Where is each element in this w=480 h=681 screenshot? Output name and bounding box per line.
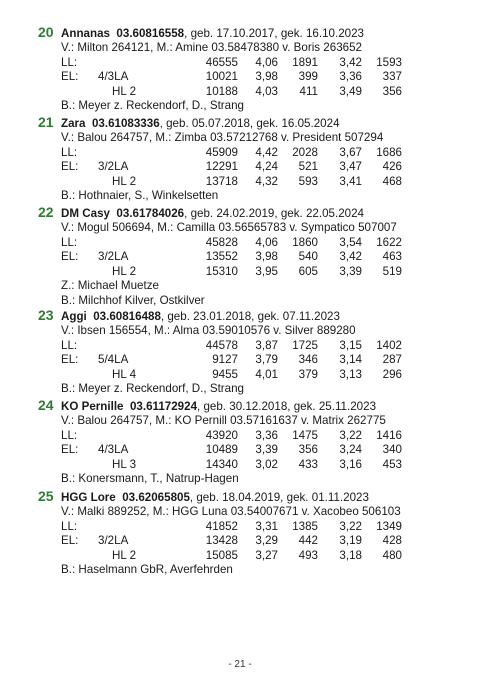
entry-number: 24 bbox=[38, 397, 54, 413]
fat-pct: 4,32 bbox=[255, 174, 278, 188]
entry-20 bbox=[40, 26, 460, 114]
fat-pct: 4,24 bbox=[255, 160, 278, 174]
milk-kg: 41852 bbox=[205, 519, 238, 533]
row-label: EL: bbox=[61, 250, 79, 264]
milk-kg: 13428 bbox=[205, 534, 238, 548]
row-sublabel: HL 4 bbox=[112, 367, 137, 381]
milk-kg: 9127 bbox=[212, 353, 238, 367]
row-label: LL: bbox=[61, 519, 78, 533]
fat-kg: 1891 bbox=[292, 55, 318, 69]
fat-pct: 3,95 bbox=[255, 264, 278, 278]
breeder-line: B.: Meyer z. Reckendorf, D., Strang bbox=[61, 99, 244, 113]
fat-pct: 3,79 bbox=[255, 353, 278, 367]
breeder-line: B.: Konersmann, T., Natrup-Hagen bbox=[61, 472, 239, 486]
fat-pct: 3,39 bbox=[255, 443, 278, 457]
protein-pct: 3,41 bbox=[339, 174, 362, 188]
animal-name: Annanas bbox=[61, 27, 110, 40]
entry-header bbox=[40, 206, 460, 221]
protein-kg: 340 bbox=[382, 443, 402, 457]
milk-kg: 10021 bbox=[205, 70, 238, 84]
hl-row bbox=[40, 85, 460, 100]
entry-title bbox=[61, 490, 369, 505]
fat-pct: 3,31 bbox=[255, 519, 278, 533]
protein-pct: 3,18 bbox=[339, 548, 362, 562]
fat-kg: 493 bbox=[298, 548, 318, 562]
entry-number: 21 bbox=[38, 114, 54, 130]
fat-kg: 411 bbox=[299, 84, 318, 98]
fat-kg: 346 bbox=[298, 353, 318, 367]
animal-dates: , geb. 18.04.2019, gek. 01.11.2023 bbox=[189, 491, 369, 504]
animal-id: 03.62065805 bbox=[122, 491, 190, 504]
el-row bbox=[40, 534, 460, 549]
protein-kg: 1416 bbox=[376, 428, 402, 442]
el-row bbox=[40, 443, 460, 458]
fat-kg: 433 bbox=[298, 457, 318, 471]
row-label: EL: bbox=[61, 353, 79, 367]
protein-pct: 3,42 bbox=[339, 55, 362, 69]
protein-kg: 428 bbox=[382, 534, 402, 548]
row-sublabel: HL 3 bbox=[112, 457, 137, 471]
protein-pct: 3,22 bbox=[339, 428, 362, 442]
fat-pct: 3,27 bbox=[255, 548, 278, 562]
entry-21 bbox=[40, 116, 460, 204]
entry-header bbox=[40, 26, 460, 41]
ll-row bbox=[40, 236, 460, 251]
fat-kg: 399 bbox=[298, 70, 318, 84]
entry-22 bbox=[40, 206, 460, 309]
protein-pct: 3,49 bbox=[339, 84, 362, 98]
parents-line: V.: Milton 264121, M.: Amine 03.58478380 v. Boris 263652 bbox=[61, 41, 362, 54]
protein-kg: 519 bbox=[382, 264, 402, 278]
milk-kg: 12291 bbox=[205, 160, 238, 174]
row-label: EL: bbox=[61, 534, 79, 548]
fat-pct: 4,01 bbox=[255, 367, 278, 381]
protein-kg: 287 bbox=[382, 353, 402, 367]
animal-dates: , geb. 17.10.2017, gek. 16.10.2023 bbox=[184, 27, 364, 40]
milk-kg: 10489 bbox=[205, 443, 238, 457]
row-label: EL: bbox=[61, 443, 79, 457]
fat-kg: 442 bbox=[298, 534, 318, 548]
breeder-line: B.: Milchhof Kilver, Ostkilver bbox=[61, 293, 205, 307]
protein-pct: 3,42 bbox=[339, 250, 362, 264]
protein-pct: 3,13 bbox=[339, 367, 362, 381]
fat-kg: 593 bbox=[298, 174, 318, 188]
row-label: EL: bbox=[61, 70, 79, 84]
page-number: - 21 - bbox=[228, 659, 252, 670]
entry-title bbox=[61, 116, 340, 131]
milk-kg: 14340 bbox=[205, 457, 238, 471]
fat-kg: 1475 bbox=[292, 428, 318, 442]
hl-row bbox=[40, 549, 460, 564]
animal-dates: , geb. 23.01.2018, gek. 07.11.2023 bbox=[160, 310, 340, 323]
fat-kg: 2028 bbox=[292, 145, 318, 159]
milk-kg: 15310 bbox=[205, 264, 238, 278]
protein-pct: 3,24 bbox=[339, 443, 362, 457]
fat-kg: 540 bbox=[298, 250, 318, 264]
parents-line: V.: Balou 264757, M.: KO Pernill 03.57161637 v. Matrix 262775 bbox=[61, 414, 386, 427]
fat-pct: 4,06 bbox=[255, 235, 278, 249]
entry-title bbox=[61, 26, 364, 41]
milk-kg: 45909 bbox=[205, 145, 238, 159]
animal-name: Aggi bbox=[61, 310, 87, 323]
ll-row bbox=[40, 520, 460, 535]
animal-name: KO Pernille bbox=[61, 400, 124, 413]
protein-pct: 3,14 bbox=[339, 353, 362, 367]
breeder-line: B.: Hothnaier, S., Winkelsetten bbox=[61, 189, 219, 203]
ll-row bbox=[40, 339, 460, 354]
entry-number: 25 bbox=[38, 488, 54, 504]
milk-kg: 13718 bbox=[205, 174, 238, 188]
fat-pct: 3,98 bbox=[255, 250, 278, 264]
animal-id: 03.61784026 bbox=[116, 207, 185, 220]
fat-kg: 1860 bbox=[292, 235, 318, 249]
fat-kg: 379 bbox=[298, 367, 318, 381]
row-sublabel: 3/2LA bbox=[98, 534, 129, 548]
row-sublabel: HL 2 bbox=[112, 84, 137, 98]
fat-pct: 3,98 bbox=[255, 70, 278, 84]
protein-kg: 1686 bbox=[376, 145, 402, 159]
fat-kg: 1725 bbox=[292, 338, 318, 352]
entry-number: 23 bbox=[38, 307, 54, 323]
entry-header bbox=[40, 309, 460, 324]
protein-pct: 3,47 bbox=[339, 160, 362, 174]
milk-kg: 10188 bbox=[205, 84, 238, 98]
entry-title bbox=[61, 206, 364, 221]
parents-line: V.: Mogul 506694, M.: Camilla 03.56565783 v. Sympatico 507007 bbox=[61, 221, 397, 234]
protein-kg: 468 bbox=[382, 174, 402, 188]
protein-kg: 1402 bbox=[376, 338, 402, 352]
breeder-line: B.: Haselmann GbR, Averfehrden bbox=[61, 563, 233, 577]
entry-title bbox=[61, 399, 376, 414]
animal-id: 03.61083336 bbox=[91, 117, 160, 130]
row-label: LL: bbox=[61, 428, 78, 442]
parents-line: V.: Ibsen 156554, M.: Alma 03.59010576 v. Silver 889280 bbox=[61, 324, 356, 337]
row-label: LL: bbox=[61, 338, 78, 352]
entry-23 bbox=[40, 309, 460, 397]
row-label: LL: bbox=[61, 235, 78, 249]
owner-line: Z.: Michael Muetze bbox=[61, 279, 159, 293]
fat-kg: 605 bbox=[298, 264, 318, 278]
el-row bbox=[40, 70, 460, 85]
breeder-line: B.: Meyer z. Reckendorf, D., Strang bbox=[61, 382, 244, 396]
ll-row bbox=[40, 146, 460, 161]
milk-kg: 9455 bbox=[212, 367, 238, 381]
animal-dates: , geb. 05.07.2018, gek. 16.05.2024 bbox=[159, 117, 340, 130]
animal-dates: , geb. 24.02.2019, gek. 22.05.2024 bbox=[184, 207, 364, 220]
fat-pct: 3,36 bbox=[255, 428, 278, 442]
milk-kg: 43920 bbox=[205, 428, 238, 442]
row-sublabel: 3/2LA bbox=[98, 250, 129, 264]
fat-kg: 521 bbox=[298, 160, 318, 174]
row-sublabel: 4/3LA bbox=[98, 70, 129, 84]
protein-pct: 3,54 bbox=[339, 235, 362, 249]
ll-row bbox=[40, 429, 460, 444]
protein-kg: 480 bbox=[382, 548, 402, 562]
milk-kg: 46555 bbox=[205, 55, 238, 69]
row-sublabel: 4/3LA bbox=[98, 443, 129, 457]
hl-row bbox=[40, 458, 460, 473]
hl-row bbox=[40, 368, 460, 383]
fat-pct: 4,06 bbox=[255, 55, 278, 69]
milk-kg: 13552 bbox=[205, 250, 238, 264]
protein-pct: 3,15 bbox=[339, 338, 362, 352]
milk-kg: 44578 bbox=[205, 338, 238, 352]
animal-name: DM Casy bbox=[61, 207, 110, 220]
animal-dates: , geb. 30.12.2018, gek. 25.11.2023 bbox=[197, 400, 377, 413]
fat-pct: 3,02 bbox=[255, 457, 278, 471]
protein-kg: 356 bbox=[382, 84, 402, 98]
fat-pct: 3,87 bbox=[255, 338, 278, 352]
fat-pct: 3,29 bbox=[255, 534, 278, 548]
protein-pct: 3,16 bbox=[339, 457, 362, 471]
row-label: LL: bbox=[61, 145, 78, 159]
protein-pct: 3,39 bbox=[339, 264, 362, 278]
milk-kg: 15085 bbox=[205, 548, 238, 562]
fat-kg: 356 bbox=[298, 443, 318, 457]
protein-kg: 463 bbox=[382, 250, 402, 264]
protein-kg: 1349 bbox=[376, 519, 402, 533]
entry-24 bbox=[40, 399, 460, 487]
animal-id: 03.60816488 bbox=[93, 310, 161, 323]
animal-name: HGG Lore bbox=[61, 491, 116, 504]
parents-line: V.: Balou 264757, M.: Zimba 03.57212768 v. President 507294 bbox=[61, 131, 384, 144]
protein-kg: 1622 bbox=[376, 235, 402, 249]
el-row bbox=[40, 160, 460, 175]
fat-pct: 4,03 bbox=[255, 84, 278, 98]
row-sublabel: HL 2 bbox=[112, 264, 137, 278]
protein-pct: 3,36 bbox=[339, 70, 362, 84]
entry-number: 22 bbox=[38, 204, 54, 220]
fat-kg: 1385 bbox=[292, 519, 318, 533]
row-label: EL: bbox=[61, 160, 79, 174]
protein-pct: 3,19 bbox=[339, 534, 362, 548]
entry-header bbox=[40, 116, 460, 131]
ll-row bbox=[40, 56, 460, 71]
entry-25 bbox=[40, 490, 460, 578]
animal-id: 03.60816558 bbox=[116, 27, 185, 40]
milk-kg: 45828 bbox=[205, 235, 238, 249]
protein-kg: 426 bbox=[382, 160, 402, 174]
protein-pct: 3,67 bbox=[339, 145, 362, 159]
protein-pct: 3,22 bbox=[339, 519, 362, 533]
hl-row bbox=[40, 175, 460, 190]
entry-number: 20 bbox=[38, 24, 54, 40]
el-row bbox=[40, 250, 460, 265]
animal-name: Zara bbox=[61, 117, 86, 130]
row-label: LL: bbox=[61, 55, 78, 69]
entry-header bbox=[40, 399, 460, 414]
hl-row bbox=[40, 265, 460, 280]
fat-pct: 4,42 bbox=[255, 145, 278, 159]
el-row bbox=[40, 353, 460, 368]
row-sublabel: 5/4LA bbox=[98, 353, 129, 367]
row-sublabel: HL 2 bbox=[112, 548, 137, 562]
parents-line: V.: Malki 889252, M.: HGG Luna 03.54007671 v. Xacobeo 506103 bbox=[61, 505, 401, 518]
entry-header bbox=[40, 490, 460, 505]
row-sublabel: 3/2LA bbox=[98, 160, 129, 174]
protein-kg: 296 bbox=[382, 367, 402, 381]
protein-kg: 337 bbox=[382, 70, 402, 84]
entry-title bbox=[61, 309, 340, 324]
animal-id: 03.61172924 bbox=[129, 400, 198, 413]
protein-kg: 1593 bbox=[376, 55, 402, 69]
row-sublabel: HL 2 bbox=[112, 174, 137, 188]
protein-kg: 453 bbox=[382, 457, 402, 471]
